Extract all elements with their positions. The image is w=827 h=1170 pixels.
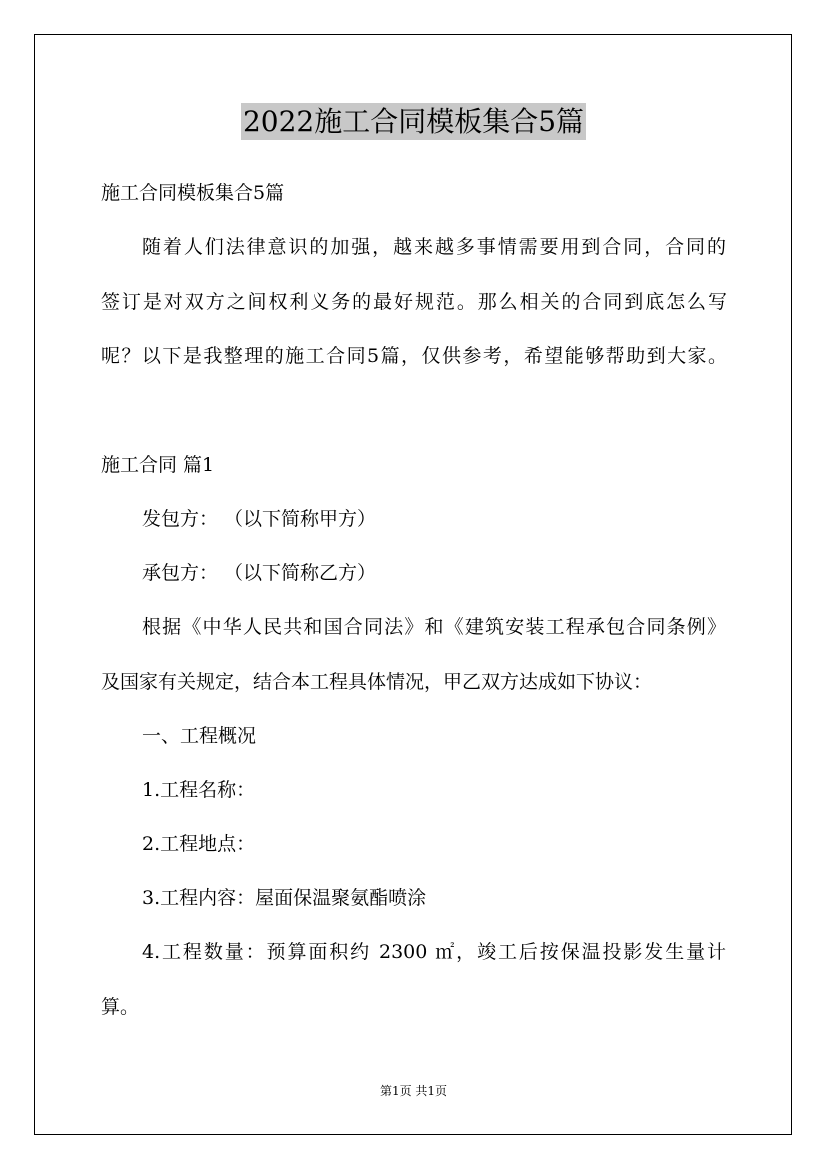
item-project-name: 1.工程名称：: [142, 779, 256, 801]
party-b-line: 承包方： （以下简称乙方）: [142, 562, 377, 584]
document-title: [0, 100, 827, 144]
intro-line-1: 随着人们法律意识的加强，越来越多事情需要用到合同，合同的: [142, 236, 726, 258]
party-a-line: 发包方： （以下简称甲方）: [142, 508, 377, 530]
overview-heading: 一、工程概况: [142, 725, 257, 747]
item-project-content: 3.工程内容：屋面保温聚氨酯喷涂: [142, 887, 427, 909]
intro-line-3: 呢？以下是我整理的施工合同5篇，仅供参考，希望能够帮助到大家。: [101, 345, 727, 367]
page-footer: 第1页 共1页: [379, 1084, 448, 1098]
document-title-text: 2022施工合同模板集合5篇: [242, 105, 585, 138]
document-subtitle: 施工合同模板集合5篇: [101, 182, 285, 204]
item-project-quantity: 4.工程数量：预算面积约 2300 ㎡，竣工后按保温投影发生量计: [142, 941, 726, 963]
section-heading: 施工合同 篇1: [101, 454, 215, 476]
item-project-quantity-continuation: 算。: [101, 996, 140, 1018]
intro-line-2: 签订是对双方之间权利义务的最好规范。那么相关的合同到底怎么写: [101, 291, 727, 313]
item-project-location: 2.工程地点：: [142, 833, 256, 855]
basis-line-1: 根据《中华人民共和国合同法》和《建筑安装工程承包合同条例》: [142, 616, 726, 638]
basis-line-2: 及国家有关规定，结合本工程具体情况，甲乙双方达成如下协议：: [101, 671, 653, 693]
